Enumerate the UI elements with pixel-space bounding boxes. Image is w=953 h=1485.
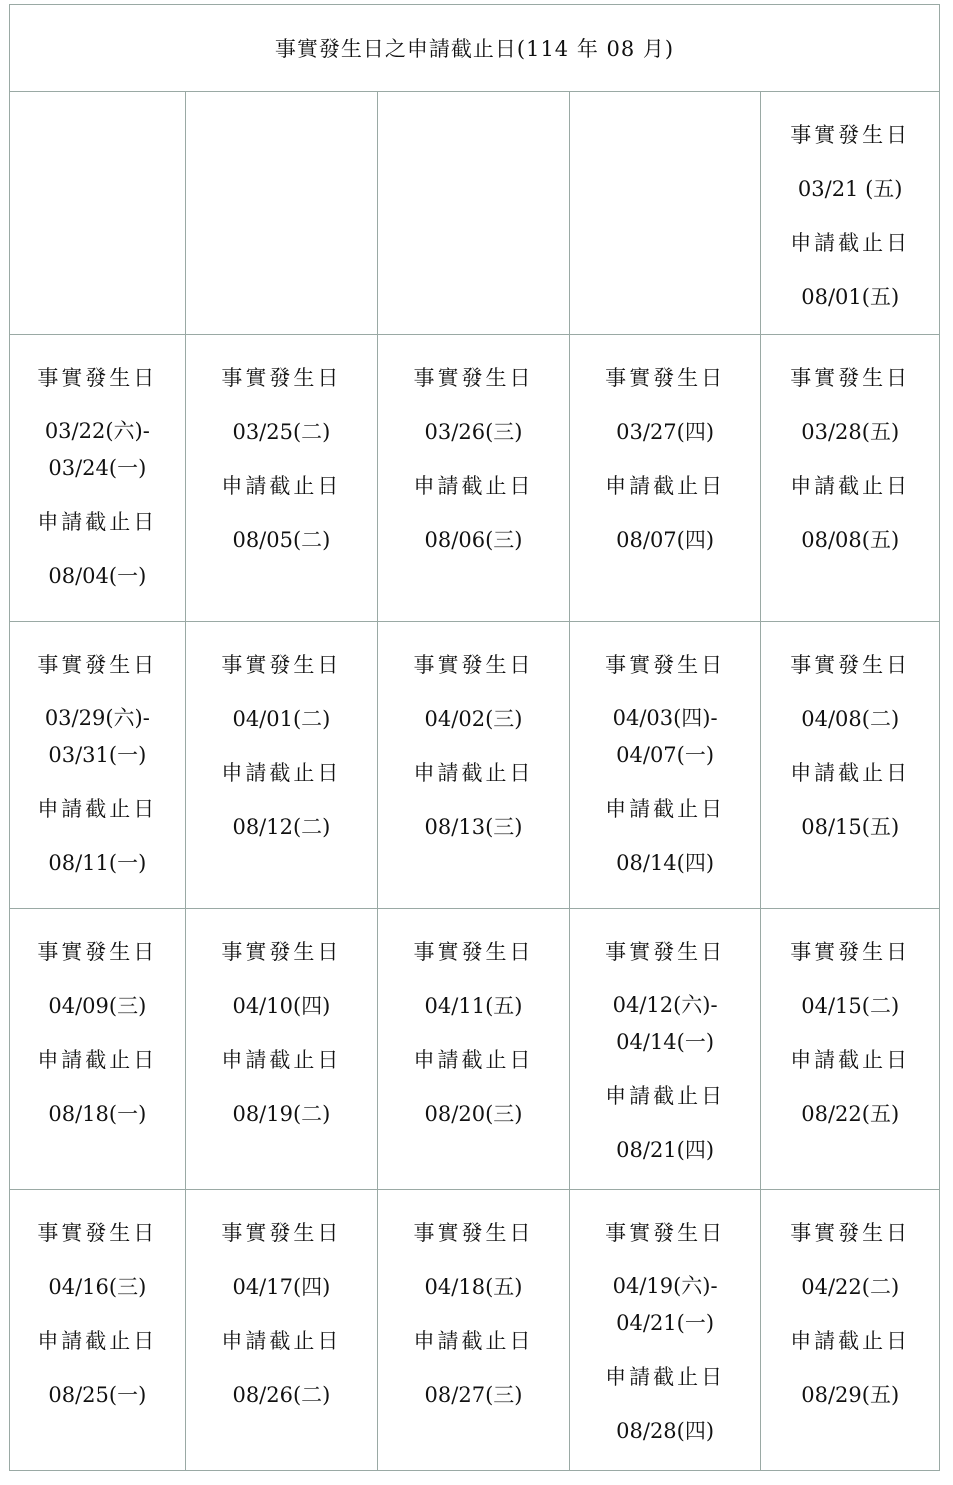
occur-date-label: 事實發生日 [413,940,534,964]
date-cell [570,335,762,621]
deadline-value: 08/15(五) [801,815,900,839]
occur-date-value: 03/27(四) [616,420,715,444]
occur-date-value: 04/14(一) [616,1030,715,1054]
occur-date-label: 事實發生日 [413,366,534,390]
deadline-label: 申請截止日 [37,1329,158,1353]
deadline-value: 08/01(五) [801,285,900,309]
date-cell [378,335,570,621]
empty-cell [186,92,379,334]
deadline-label: 申請截止日 [37,1048,158,1072]
occur-date-value: 04/08(二) [801,707,900,731]
deadline-label: 申請截止日 [790,1048,911,1072]
deadline-label: 申請截止日 [37,510,158,534]
deadline-value: 08/11(一) [48,851,147,875]
occur-date-value: 03/22(六)- [44,419,150,443]
occur-date-value: 03/21 (五) [797,177,903,201]
deadline-label: 申請截止日 [605,1365,726,1389]
occur-date-value: 04/18(五) [424,1275,523,1299]
deadline-value: 08/08(五) [801,528,900,552]
deadline-label: 申請截止日 [790,1329,911,1353]
table-row [10,1190,939,1471]
occur-date-value: 04/03(四)- [612,706,718,730]
date-cell [570,909,762,1189]
occur-date-value: 04/16(三) [48,1275,147,1299]
deadline-value: 08/05(二) [232,528,331,552]
calendar-grid [10,92,939,1471]
deadline-value: 08/28(四) [616,1419,715,1443]
occur-date-value: 04/21(一) [616,1311,715,1335]
deadline-label: 申請截止日 [790,474,911,498]
date-cell [761,92,939,334]
occur-date-label: 事實發生日 [221,653,342,677]
date-cell [761,335,939,621]
deadline-value: 08/22(五) [801,1102,900,1126]
occur-date-value: 04/19(六)- [612,1274,718,1298]
deadline-value: 08/29(五) [801,1383,900,1407]
deadline-value: 08/19(二) [232,1102,331,1126]
occur-date-value: 03/28(五) [801,420,900,444]
date-cell [10,909,186,1189]
deadline-label: 申請截止日 [790,231,911,255]
occur-date-label: 事實發生日 [605,366,726,390]
occur-date-value: 03/31(一) [48,743,147,767]
occur-date-label: 事實發生日 [790,940,911,964]
occur-date-label: 事實發生日 [605,940,726,964]
occur-date-value: 03/29(六)- [44,706,150,730]
occur-date-value: 04/15(二) [801,994,900,1018]
date-cell [378,1190,570,1471]
deadline-value: 08/18(一) [48,1102,147,1126]
date-cell [570,622,762,908]
deadline-label: 申請截止日 [790,761,911,785]
date-cell [761,909,939,1189]
deadline-label: 申請截止日 [413,474,534,498]
deadline-value: 08/27(三) [424,1383,523,1407]
date-cell [10,335,186,621]
date-cell [186,622,379,908]
occur-date-range [570,692,761,782]
deadline-value: 08/12(二) [232,815,331,839]
deadline-label: 申請截止日 [413,1048,534,1072]
occur-date-label: 事實發生日 [605,1221,726,1245]
deadline-label: 申請截止日 [221,761,342,785]
occur-date-value: 04/09(三) [48,994,147,1018]
occur-date-label: 事實發生日 [221,940,342,964]
occur-date-label: 事實發生日 [790,123,911,147]
occur-date-label: 事實發生日 [413,653,534,677]
deadline-value: 08/13(三) [424,815,523,839]
deadline-value: 08/04(一) [48,564,147,588]
occur-date-label: 事實發生日 [790,653,911,677]
deadline-label: 申請截止日 [221,1329,342,1353]
occur-date-label: 事實發生日 [37,940,158,964]
occur-date-label: 事實發生日 [37,653,158,677]
deadline-label: 申請截止日 [413,1329,534,1353]
deadline-value: 08/20(三) [424,1102,523,1126]
occur-date-value: 04/22(二) [801,1275,900,1299]
occur-date-range [10,692,185,782]
occur-date-label: 事實發生日 [37,1221,158,1245]
deadline-value: 08/06(三) [424,528,523,552]
occur-date-value: 04/10(四) [232,994,331,1018]
date-cell [10,1190,186,1471]
date-cell [186,909,379,1189]
deadline-label: 申請截止日 [221,1048,342,1072]
occur-date-value: 04/11(五) [424,994,523,1018]
date-cell [570,1190,762,1471]
deadline-label: 申請截止日 [221,474,342,498]
occur-date-label: 事實發生日 [37,366,158,390]
occur-date-label: 事實發生日 [221,1221,342,1245]
deadline-value: 08/25(一) [48,1383,147,1407]
deadline-value: 08/07(四) [616,528,715,552]
empty-cell [10,92,186,334]
date-cell [186,1190,379,1471]
empty-cell [378,92,570,334]
empty-cell [570,92,762,334]
occur-date-value: 04/01(二) [232,707,331,731]
deadline-label: 申請截止日 [413,761,534,785]
date-cell [761,622,939,908]
table-row [10,335,939,622]
occur-date-value: 04/17(四) [232,1275,331,1299]
deadline-label: 申請截止日 [605,1084,726,1108]
occur-date-value: 04/02(三) [424,707,523,731]
date-cell [186,335,379,621]
date-cell [10,622,186,908]
occur-date-label: 事實發生日 [790,366,911,390]
deadline-label: 申請截止日 [37,797,158,821]
occur-date-label: 事實發生日 [605,653,726,677]
table-row [10,622,939,909]
occur-date-range [570,1260,761,1350]
deadline-label: 申請截止日 [605,797,726,821]
table-row [10,92,939,335]
occur-date-value: 03/24(一) [48,456,147,480]
occur-date-value: 03/26(三) [424,420,523,444]
deadline-label: 申請截止日 [605,474,726,498]
deadline-table [9,4,940,1471]
deadline-value: 08/21(四) [616,1138,715,1162]
occur-date-value: 04/07(一) [616,743,715,767]
table-row [10,909,939,1190]
date-cell [378,622,570,908]
date-cell [378,909,570,1189]
table-title: 事實發生日之申請截止日(114 年 08 月) [10,5,939,92]
occur-date-value: 03/25(二) [232,420,331,444]
occur-date-range [10,405,185,495]
deadline-value: 08/26(二) [232,1383,331,1407]
occur-date-range [570,979,761,1069]
occur-date-value: 04/12(六)- [612,993,718,1017]
date-cell [761,1190,939,1471]
occur-date-label: 事實發生日 [790,1221,911,1245]
occur-date-label: 事實發生日 [413,1221,534,1245]
deadline-value: 08/14(四) [616,851,715,875]
occur-date-label: 事實發生日 [221,366,342,390]
